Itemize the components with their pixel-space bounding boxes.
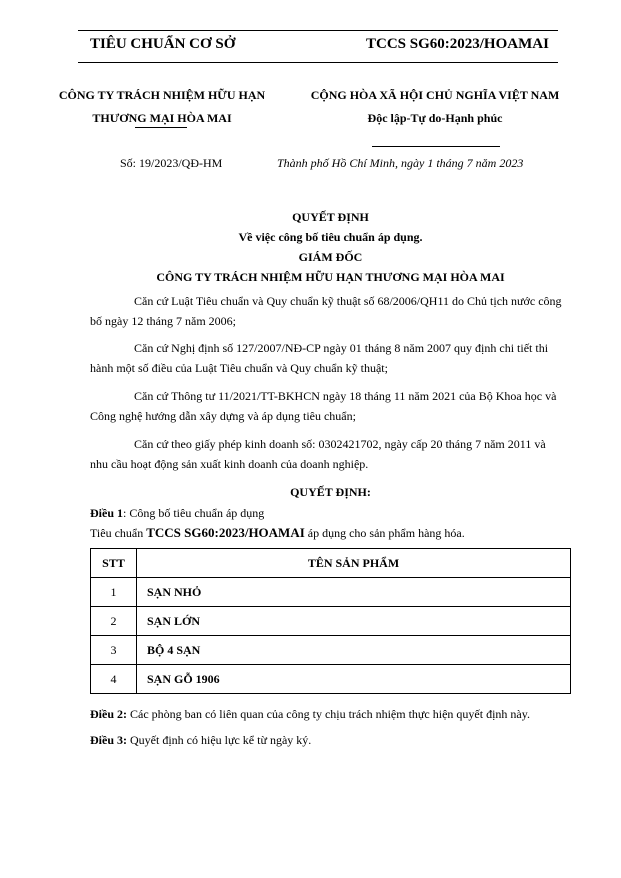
company-full-name: CÔNG TY TRÁCH NHIỆM HỮU HẠN THƯƠNG MẠI HÒA MAI [156, 270, 505, 284]
table-header-row [91, 549, 571, 578]
director-title: GIÁM ĐỐC [298, 250, 363, 264]
legal-basis-2: Căn cứ Nghị định số 127/2007/NĐ-CP ngày 01 tháng 8 năm 2007 quy định chi tiết thi hành một số điều của Luật Tiêu chuẩn và Quy chuẩn kỹ thuật; [90, 341, 549, 375]
header-standard-type: TIÊU CHUẨN CƠ SỞ [90, 36, 236, 52]
header-standard-code: TCCS SG60:2023/HOAMAI [366, 36, 549, 52]
legal-basis-4: Căn cứ theo giấy phép kinh doanh số: 0302421702, ngày cấp 20 tháng 7 năm 2011 và nhu cầu hoạt động sản xuất kinh doanh của doanh nghiệp. [90, 437, 546, 471]
article-1-text: : Công bố tiêu chuẩn áp dụng [123, 506, 265, 520]
company-underline [135, 127, 187, 128]
article-3-text: Quyết định có hiệu lực kể từ ngày ký. [127, 733, 312, 747]
header-product-name: TÊN SẢN PHẨM [137, 549, 571, 578]
row-product-name: SẠN GỖ 1906 [137, 665, 571, 694]
header-bottom-rule [78, 62, 558, 63]
article-2 [90, 707, 530, 722]
standard-prefix: Tiêu chuẩn [90, 526, 147, 540]
article-3 [90, 733, 311, 748]
row-product-name: SẠN LỚN [137, 607, 571, 636]
article-1 [90, 506, 264, 521]
place-and-date: Thành phố Hồ Chí Minh, ngày 1 tháng 7 năm 2023 [277, 156, 524, 170]
company-name-line1: CÔNG TY TRÁCH NHIỆM HỮU HẠN [58, 88, 266, 102]
decision-title: QUYẾT ĐỊNH [292, 210, 369, 224]
nation-motto: Độc lập-Tự do-Hạnh phúc [367, 111, 503, 125]
standard-suffix: áp dụng cho sản phẩm hàng hóa. [304, 526, 465, 540]
nation-name: CỘNG HÒA XÃ HỘI CHỦ NGHĨA VIỆT NAM [310, 88, 560, 102]
article-2-label: Điều 2: [90, 707, 127, 721]
table-row [91, 607, 571, 636]
row-stt: 1 [91, 578, 137, 607]
article-1-label: Điều 1 [90, 506, 123, 520]
motto-underline [372, 146, 500, 147]
row-stt: 2 [91, 607, 137, 636]
standard-code: TCCS SG60:2023/HOAMAI [146, 525, 305, 540]
company-name-line2: THƯƠNG MẠI HÒA MAI [92, 111, 232, 125]
row-stt: 3 [91, 636, 137, 665]
article-3-label: Điều 3: [90, 733, 127, 747]
legal-basis-3: Căn cứ Thông tư 11/2021/TT-BKHCN ngày 18 tháng 11 năm 2021 của Bộ Khoa học và Công nghệ hướng dẫn xây dựng và áp dụng tiêu chuẩn; [90, 389, 557, 423]
table-row [91, 578, 571, 607]
row-product-name: BỘ 4 SẠN [137, 636, 571, 665]
header-stt: STT [91, 549, 137, 578]
header-top-rule [78, 30, 558, 31]
legal-basis-1: Căn cứ Luật Tiêu chuẩn và Quy chuẩn kỹ thuật số 68/2006/QH11 do Chủ tịch nước công bố ngày 12 tháng 7 năm 2006; [90, 294, 562, 328]
row-stt: 4 [91, 665, 137, 694]
table-row [91, 636, 571, 665]
decision-heading: QUYẾT ĐỊNH: [290, 485, 371, 499]
document-number: Số: 19/2023/QĐ-HM [120, 156, 223, 170]
decision-subject: Về việc công bố tiêu chuẩn áp dụng. [238, 230, 423, 244]
product-table [90, 548, 571, 694]
row-product-name: SẠN NHỎ [137, 578, 571, 607]
standard-applied [90, 525, 465, 541]
article-2-text: Các phòng ban có liên quan của công ty chịu trách nhiệm thực hiện quyết định này. [127, 707, 530, 721]
table-row [91, 665, 571, 694]
